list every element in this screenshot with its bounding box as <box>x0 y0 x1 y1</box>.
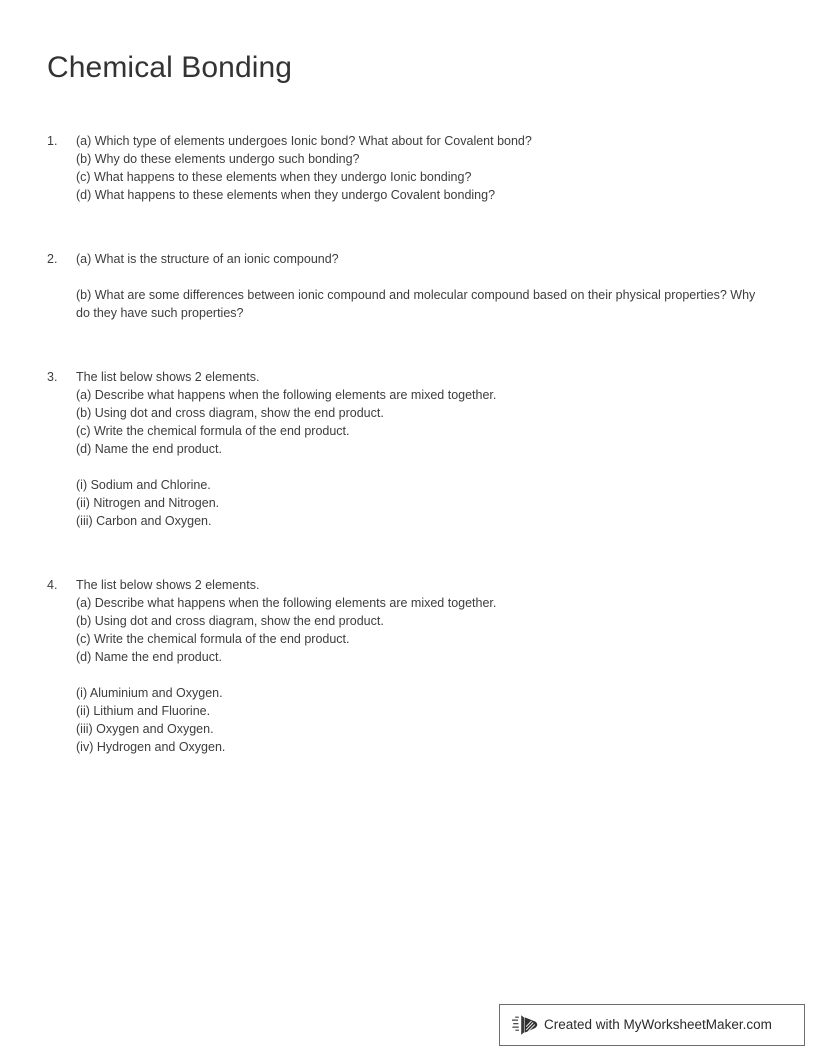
question-line: (a) Describe what happens when the following elements are mixed together. <box>76 388 497 402</box>
question-item <box>47 250 769 322</box>
question-line: (iii) Oxygen and Oxygen. <box>76 722 214 736</box>
question-line: The list below shows 2 elements. <box>76 370 260 384</box>
question-line-group <box>76 286 769 322</box>
question-number: 1. <box>47 134 58 148</box>
question-line: (iv) Hydrogen and Oxygen. <box>76 740 226 754</box>
flying-book-logo-icon <box>512 1013 538 1037</box>
page-title: Chemical Bonding <box>47 51 293 84</box>
question-number: 2. <box>47 252 58 266</box>
question-line-group <box>76 476 769 530</box>
question-line: (b) What are some differences between ionic compound and molecular compound based on their physical properties? Why do they have such properties? <box>76 288 756 320</box>
footer-attribution-badge[interactable] <box>499 1004 805 1046</box>
question-line: (d) Name the end product. <box>76 442 222 456</box>
question-line: The list below shows 2 elements. <box>76 578 260 592</box>
question-line: (c) Write the chemical formula of the end product. <box>76 424 350 438</box>
question-item <box>47 368 769 530</box>
question-line: (d) Name the end product. <box>76 650 222 664</box>
question-line-group <box>76 684 769 756</box>
question-line: (ii) Nitrogen and Nitrogen. <box>76 496 220 510</box>
question-line-group <box>76 132 769 204</box>
question-number: 4. <box>47 578 58 592</box>
question-line: (i) Sodium and Chlorine. <box>76 478 211 492</box>
question-line: (c) What happens to these elements when they undergo Ionic bonding? <box>76 170 472 184</box>
question-line-group <box>76 576 769 666</box>
question-line: (a) Describe what happens when the following elements are mixed together. <box>76 596 497 610</box>
questions-list <box>47 132 769 756</box>
question-body <box>76 368 769 530</box>
question-line: (d) What happens to these elements when they undergo Covalent bonding? <box>76 188 496 202</box>
question-body <box>76 576 769 756</box>
question-body <box>76 250 769 322</box>
question-body <box>76 132 769 204</box>
question-line: (i) Aluminium and Oxygen. <box>76 686 223 700</box>
question-number: 3. <box>47 370 58 384</box>
question-line: (b) Using dot and cross diagram, show the end product. <box>76 614 384 628</box>
question-line: (ii) Lithium and Fluorine. <box>76 704 211 718</box>
question-line: (a) What is the structure of an ionic compound? <box>76 252 339 266</box>
footer-attribution-text: Created with MyWorksheetMaker.com <box>544 1017 772 1032</box>
question-item <box>47 132 769 204</box>
question-line: (a) Which type of elements undergoes Ionic bond? What about for Covalent bond? <box>76 134 532 148</box>
question-line: (c) Write the chemical formula of the end product. <box>76 632 350 646</box>
question-line-group <box>76 250 769 268</box>
question-line: (iii) Carbon and Oxygen. <box>76 514 212 528</box>
question-line-group <box>76 368 769 458</box>
question-line: (b) Using dot and cross diagram, show the end product. <box>76 406 384 420</box>
question-item <box>47 576 769 756</box>
question-line: (b) Why do these elements undergo such bonding? <box>76 152 360 166</box>
